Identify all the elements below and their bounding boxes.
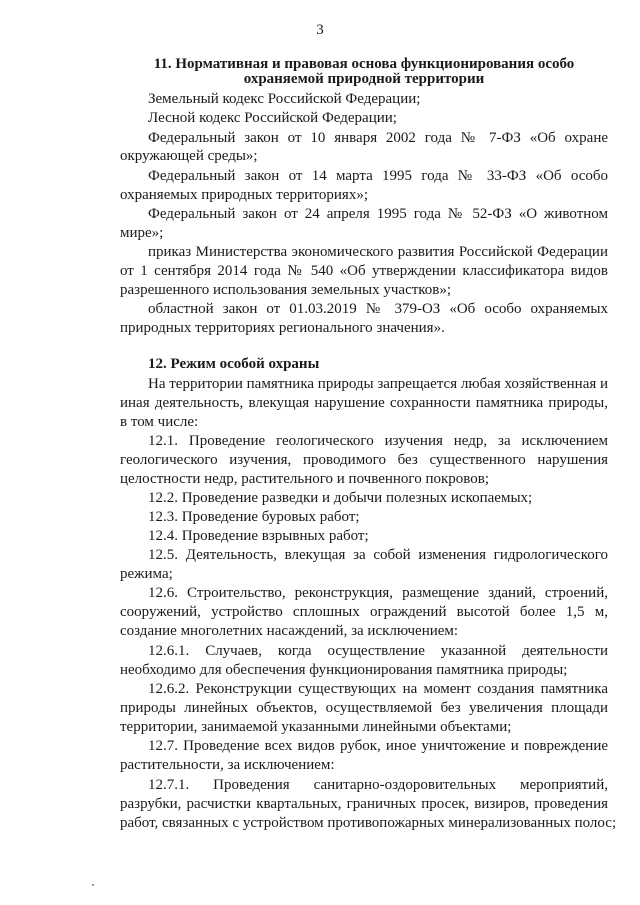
regime-intro-line-2: иная деятельность, влекущая нарушение сохранности памятника природы, xyxy=(120,395,608,411)
item-12-1-line-1: 12.1. Проведение геологического изучения недр, за исключением xyxy=(148,433,608,449)
item-12-5-line-1: 12.5. Деятельность, влекущая за собой изменения гидрологического xyxy=(148,547,608,563)
scan-speck xyxy=(92,884,94,886)
item-12-7-line-1: 12.7. Проведение всех видов рубок, иное уничтожение и повреждение xyxy=(148,738,608,754)
item-12-6-line-2: сооружений, устройство сплошных ограждений высотой более 1,5 м, xyxy=(120,604,608,620)
section-11-heading-line-1: 11. Нормативная и правовая основа функционирования особо xyxy=(153,56,575,72)
item-12-6-2-line-2: природы линейных объектов, осуществляемой без увеличения площади xyxy=(120,700,608,716)
item-12-3: 12.3. Проведение буровых работ; xyxy=(148,509,360,525)
law-item-protected-areas-line-2: охраняемых природных территориях»; xyxy=(120,187,368,203)
item-12-4: 12.4. Проведение взрывных работ; xyxy=(148,528,369,544)
law-item-order-line-1: приказ Министерства экономического развития Российской Федерации xyxy=(148,244,608,260)
item-12-2: 12.2. Проведение разведки и добычи полезных ископаемых; xyxy=(148,490,533,506)
item-12-6-line-1: 12.6. Строительство, реконструкция, размещение зданий, строений, xyxy=(148,585,608,601)
page-number: 3 xyxy=(316,22,324,38)
item-12-1-line-3: целостности недр, растительного и почвенного покровов; xyxy=(120,471,490,487)
law-item-order-line-3: разрешенного использования земельных участков»; xyxy=(120,282,452,298)
item-12-1-line-2: геологического изучения, проводимого без существенного нарушения xyxy=(120,452,608,468)
item-12-7-1-line-1: 12.7.1. Проведения санитарно-оздоровительных мероприятий, xyxy=(148,777,608,793)
regime-intro-line-1: На территории памятника природы запрещается любая хозяйственная и xyxy=(148,376,609,392)
law-item-order-line-2: от 1 сентября 2014 года № 540 «Об утверждении классификатора видов xyxy=(120,263,608,279)
item-12-5-line-2: режима; xyxy=(120,566,173,582)
section-11-heading-line-2: охраняемой природной территории xyxy=(243,71,485,87)
item-12-6-1-line-2: необходимо для обеспечения функционирования памятника природы; xyxy=(120,662,568,678)
law-item-wildlife-line-2: мире»; xyxy=(120,225,164,241)
item-12-6-2-line-1: 12.6.2. Реконструкции существующих на момент создания памятника xyxy=(148,681,608,697)
law-item-regional-line-1: областной закон от 01.03.2019 № 379-ОЗ «Об особо охраняемых xyxy=(148,301,608,317)
item-12-6-1-line-1: 12.6.1. Случаев, когда осуществление указанной деятельности xyxy=(148,643,608,659)
item-12-7-1-line-3: работ, связанных с устройством противопожарных минерализованных полос; xyxy=(120,815,617,831)
law-item-land-code: Земельный кодекс Российской Федерации; xyxy=(148,91,421,107)
law-item-environment-line-1: Федеральный закон от 10 января 2002 года № 7-ФЗ «Об охране xyxy=(148,130,608,146)
item-12-7-line-2: растительности, за исключением: xyxy=(120,757,335,773)
regime-intro-line-3: в том числе: xyxy=(120,414,199,430)
item-12-7-1-line-2: разрубки, расчистки квартальных, граничных просек, визиров, проведения xyxy=(120,796,608,812)
law-item-forest-code: Лесной кодекс Российской Федерации; xyxy=(148,110,397,126)
section-12-heading: 12. Режим особой охраны xyxy=(148,356,320,372)
law-item-environment-line-2: окружающей среды»; xyxy=(120,148,258,164)
law-item-regional-line-2: природных территориях регионального значения». xyxy=(120,320,445,336)
item-12-6-line-3: создание многолетних насаждений, за исключением: xyxy=(120,623,459,639)
item-12-6-2-line-3: территории, занимаемой указанными линейными объектами; xyxy=(120,719,512,735)
law-item-wildlife-line-1: Федеральный закон от 24 апреля 1995 года № 52-ФЗ «О животном xyxy=(148,206,608,222)
law-item-protected-areas-line-1: Федеральный закон от 14 марта 1995 года № 33-ФЗ «Об особо xyxy=(148,168,608,184)
